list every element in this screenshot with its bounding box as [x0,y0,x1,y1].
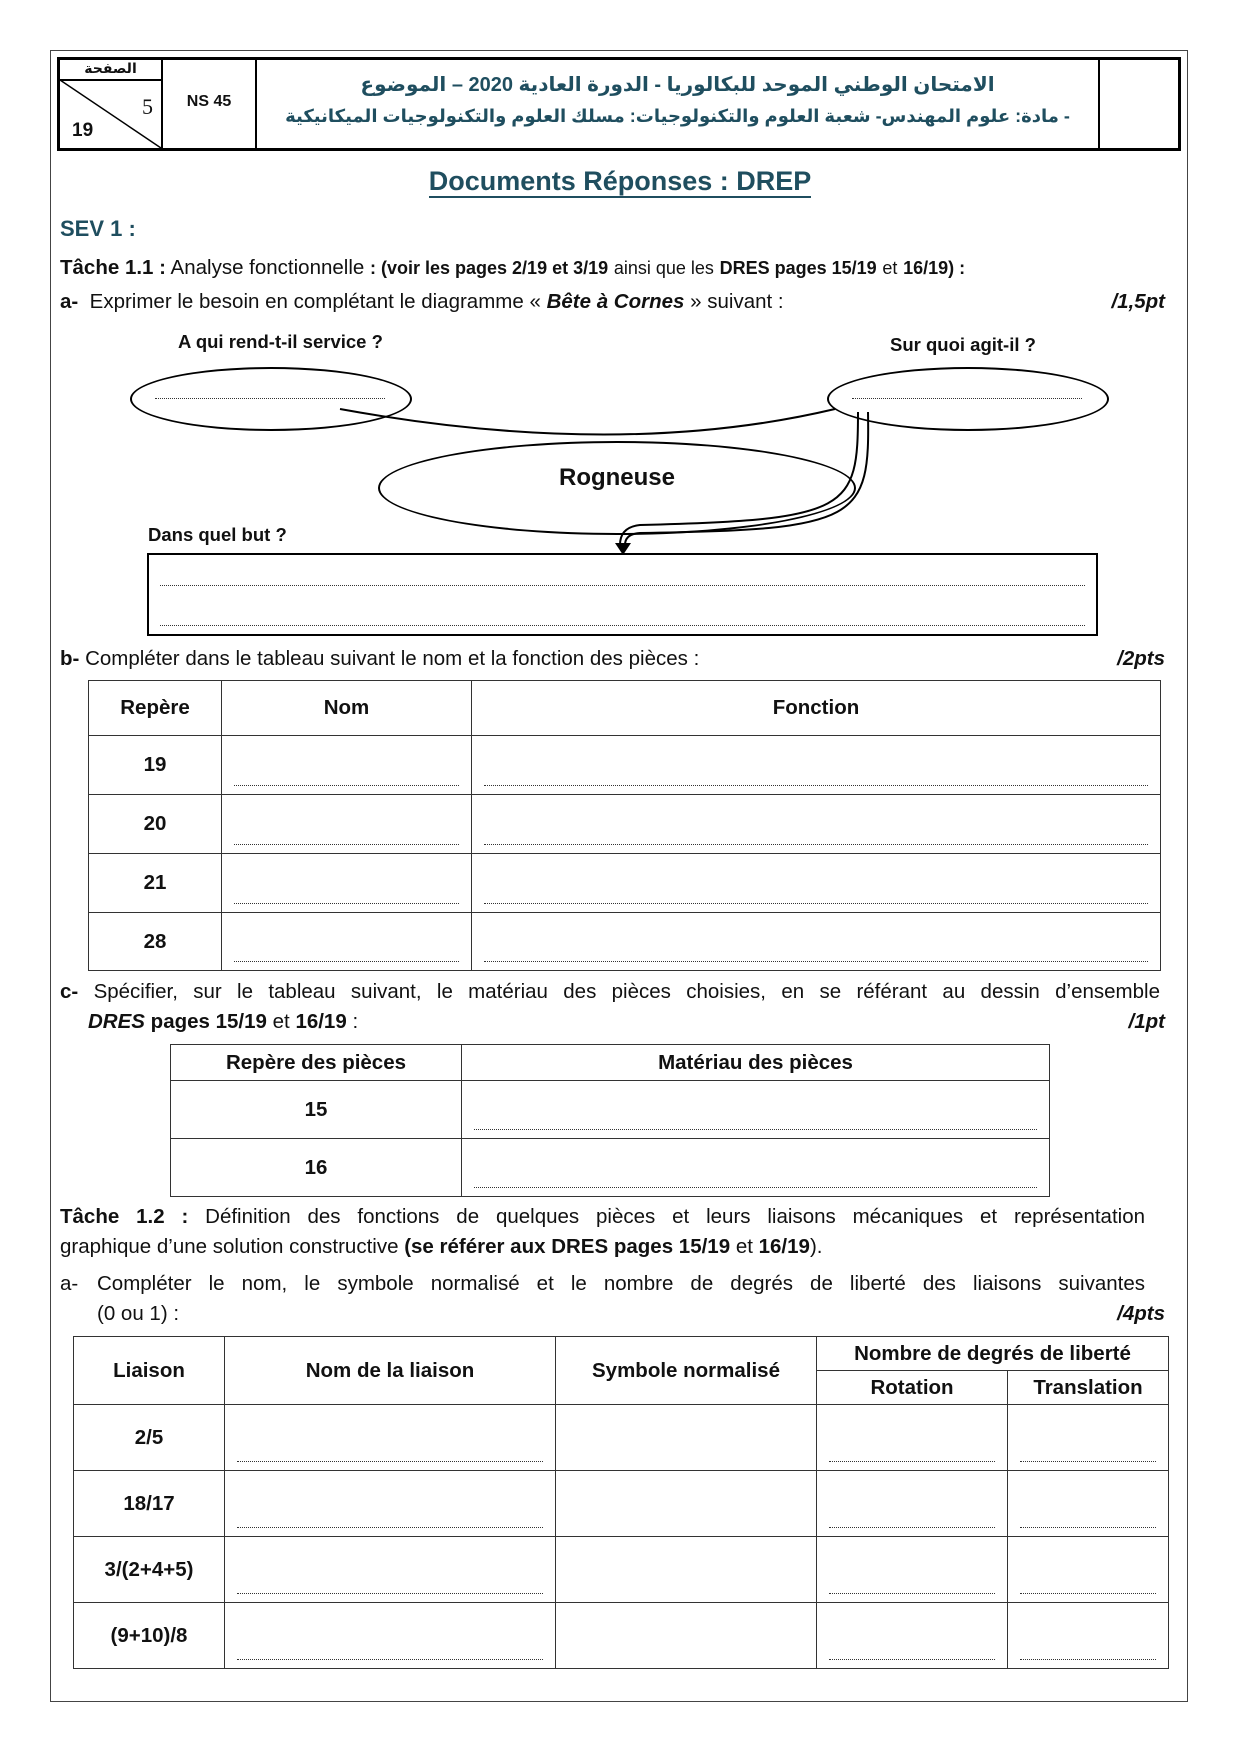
answer-material-line[interactable] [852,398,1082,399]
table-row: 21 [89,854,1161,913]
fonction-cell[interactable] [472,854,1161,913]
nom-cell[interactable] [222,913,472,971]
question-c-line1: c- Spécifier, sur le tableau suivant, le matériau des pièces choisies, en se référant au dessin d’ensemble [60,980,1160,1003]
materiau-cell[interactable] [462,1139,1050,1197]
col-rotation: Rotation [817,1371,1008,1405]
table-row: 19 [89,736,1161,795]
table-row: 20 [89,795,1161,854]
rotation-cell[interactable] [817,1537,1008,1603]
question-a: a- Exprimer le besoin en complétant le diagramme « Bête à Cornes » suivant : [60,290,784,313]
materiau-cell[interactable] [462,1081,1050,1139]
rotation-cell[interactable] [817,1603,1008,1669]
page-label: الصفحة [84,60,137,76]
rotation-cell[interactable] [817,1405,1008,1471]
question-a2-line1: Compléter le nom, le symbole normalisé et le nombre de degrés de liberté des liaisons suivantes [97,1272,1145,1295]
task12-line2: graphique d’une solution constructive (se référer aux DRES pages 15/19 et 16/19). [60,1235,823,1258]
symbole-cell[interactable] [556,1537,817,1603]
symbole-cell[interactable] [556,1405,817,1471]
horn-curve [340,409,835,435]
liaisons-table [73,1336,1169,1669]
symbole-cell[interactable] [556,1603,817,1669]
purpose-answer-line-2[interactable] [160,625,1085,626]
ellipse-user [130,367,412,431]
purpose-box [147,553,1098,636]
col-repere-pieces: Repère des pièces [171,1045,462,1081]
product-name: Rogneuse [558,464,675,491]
translation-cell[interactable] [1008,1603,1169,1669]
col-ddl: Nombre de degrés de liberté [817,1337,1169,1371]
exam-title-line2: - مادة: علوم المهندس- شعبة العلوم والتكنولوجيات: مسلك العلوم والتكنولوجيات الميكانيكية [285,106,1070,126]
table-row: 16 [171,1139,1050,1197]
question-a2-letter: a- [60,1272,79,1295]
question-c-line2: DRES pages 15/19 et 16/19 : [88,1010,359,1033]
diagram-question-who: A qui rend-t-il service ? [178,331,383,352]
col-translation: Translation [1008,1371,1169,1405]
points-a: /1,5pt [1111,290,1165,313]
task11-line: Tâche 1.1 : Analyse fonctionnelle : (voir les pages 2/19 et 3/19 ainsi que les DRES pages 15/19 et 16/19) : [60,256,966,279]
col-nom: Nom [222,681,472,736]
ellipse-material [827,367,1109,431]
symbole-cell[interactable] [556,1471,817,1537]
points-c: /1pt [1128,1010,1165,1033]
diagram-question-why: Dans quel but ? [148,524,287,545]
table-row: 3/(2+4+5) [74,1537,1169,1603]
table-row: 15 [171,1081,1050,1139]
nom-liaison-cell[interactable] [225,1471,556,1537]
question-a2-line2: (0 ou 1) : [97,1302,180,1325]
points-b: /2pts [1117,647,1165,670]
table-row: (9+10)/8 [74,1603,1169,1669]
fonction-cell[interactable] [472,795,1161,854]
nom-cell[interactable] [222,795,472,854]
nom-cell[interactable] [222,854,472,913]
answer-user-line[interactable] [155,398,385,399]
col-symbole: Symbole normalisé [556,1337,817,1405]
translation-cell[interactable] [1008,1471,1169,1537]
page-number: 5 [142,94,153,119]
col-nom-liaison: Nom de la liaison [225,1337,556,1405]
table-row: 18/17 [74,1471,1169,1537]
purpose-answer-line-1[interactable] [160,585,1085,586]
parts-function-table [88,680,1161,971]
table-row: 28 [89,913,1161,971]
nom-liaison-cell[interactable] [225,1603,556,1669]
material-table [170,1044,1050,1197]
task12-line1: Tâche 1.2 : Définition des fonctions de quelques pièces et leurs liaisons mécaniques et représentation [60,1205,1146,1228]
nom-liaison-cell[interactable] [225,1537,556,1603]
page-title: Documents Réponses : DREP [428,166,812,196]
exam-code: NS 45 [186,93,232,110]
fonction-cell[interactable] [472,736,1161,795]
page-total: 19 [72,120,94,141]
col-fonction: Fonction [472,681,1161,736]
nom-liaison-cell[interactable] [225,1405,556,1471]
translation-cell[interactable] [1008,1537,1169,1603]
fonction-cell[interactable] [472,913,1161,971]
translation-cell[interactable] [1008,1405,1169,1471]
exam-title-line1: الامتحان الوطني الموحد للبكالوريا - الدورة العادية 2020 – الموضوع [360,74,995,96]
col-liaison: Liaison [74,1337,225,1405]
col-repere: Repère [89,681,222,736]
question-b: b- Compléter dans le tableau suivant le nom et la fonction des pièces : [60,647,700,670]
rotation-cell[interactable] [817,1471,1008,1537]
points-a2: /4pts [1117,1302,1165,1325]
nom-cell[interactable] [222,736,472,795]
sev-heading: SEV 1 : [60,216,136,241]
col-materiau: Matériau des pièces [462,1045,1050,1081]
diagram-question-what: Sur quoi agit-il ? [890,334,1036,355]
table-row: 2/5 [74,1405,1169,1471]
